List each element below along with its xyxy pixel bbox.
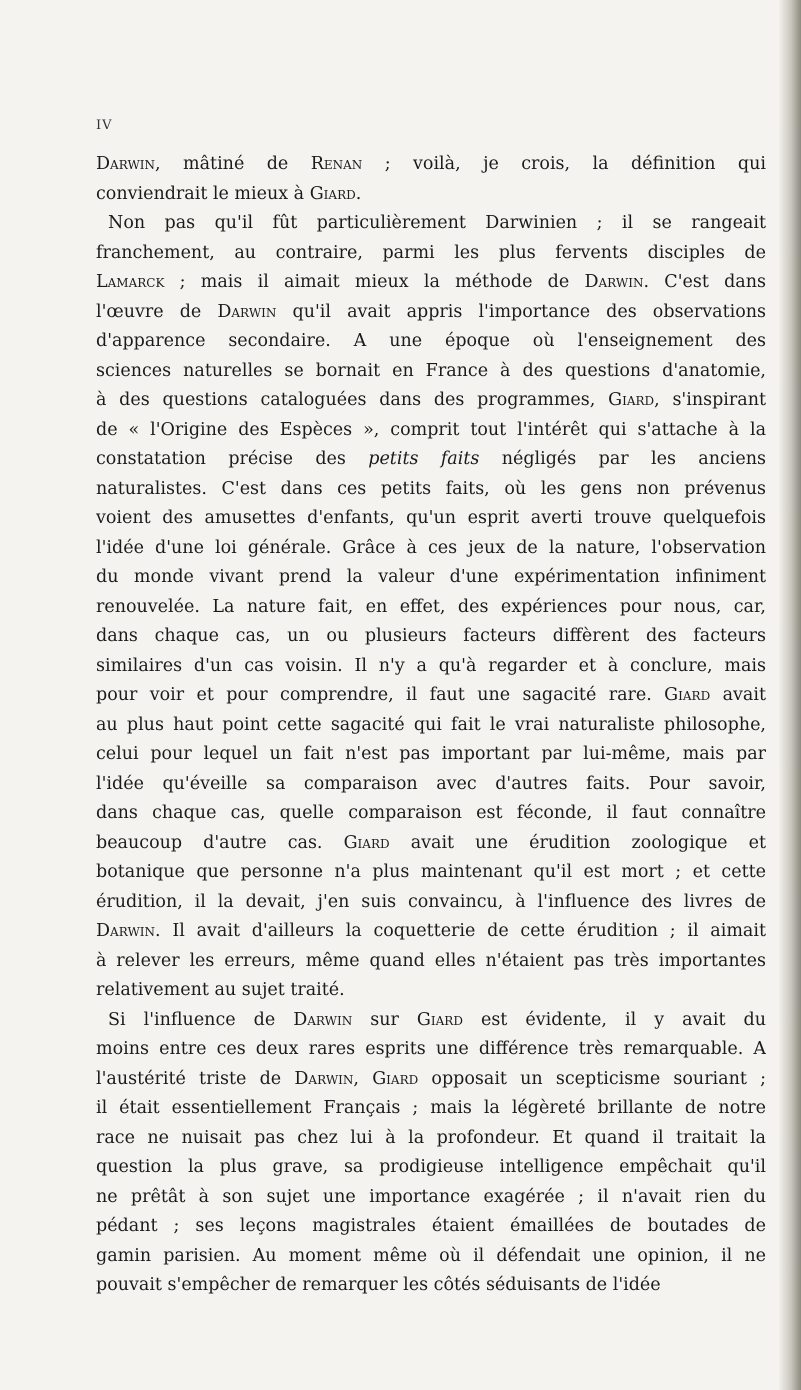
proper-name: Darwin [96,154,156,174]
text-run: de « l'Origine des Espèces », comprit tout l'intérêt qui s'attache à la [96,419,766,440]
text-run: , mâtiné de [155,154,311,174]
text-run: question la plus grave, sa prodigieuse intelligence empêchait qu'il [96,1157,766,1177]
text-run: du monde vivant prend la valeur d'une expérimentation infiniment [96,567,766,587]
text-line [96,534,766,564]
text-line [96,563,766,593]
text-run: , s'inspirant [654,390,766,410]
text-run: beaucoup d'autre cas. [96,832,344,853]
text-run: botanique que personne n'a plus maintenant qu'il est mort ; et cette [96,862,766,882]
text-line [96,947,766,977]
page-edge-shadow [779,0,801,1390]
text-run: gamin parisien. Au moment même où il défendait une opinion, il ne [96,1245,766,1266]
text-line [96,1006,766,1036]
text-run: ; voilà, je crois, la définition qui [362,154,766,174]
text-line [96,799,766,829]
text-run: à des questions cataloguées dans des programmes, [96,390,609,410]
text-run: pouvait s'empêcher de remarquer les côtés séduisants de l'idée [96,1275,661,1295]
proper-name: Lamarck [96,272,165,292]
text-line [96,1153,766,1183]
text-run: relativement au sujet traité. [96,980,345,1000]
text-run: moins entre ces deux rares esprits une différence très remarquable. A [96,1039,766,1059]
text-run: au plus haut point cette sagacité qui fait le vrai naturaliste philosophe, [96,714,766,735]
text-run: d'apparence secondaire. A une époque où l'enseignement des [96,331,766,351]
text-run: voient des amusettes d'enfants, qu'un esprit averti trouve quelquefois [96,508,766,528]
text-run: ; mais il aimait mieux la méthode de [164,272,585,292]
text-run: opposait un scepticisme souriant ; [418,1068,766,1089]
proper-name: Giard [664,685,711,705]
text-run: . [355,183,362,204]
text-line [96,1242,766,1272]
text-run: , [353,1068,373,1089]
text-line [96,1212,766,1242]
proper-name: Darwin [293,1009,353,1030]
text-line [96,888,766,918]
text-run: à relever les erreurs, même quand elles n'étaient pas très importantes [96,950,766,971]
proper-name: Darwin [96,921,156,941]
text-run: conviendrait le mieux à [96,183,310,204]
text-run: est évidente, il y avait du [462,1009,766,1030]
text-run: qu'il avait appris l'importance des observations [276,301,766,322]
text-run: . Il avait d'ailleurs la coquetterie de cette érudition ; il aimait [155,921,766,941]
text-line [96,976,766,1006]
text-run: dans chaque cas, un ou plusieurs facteurs diffèrent des facteurs [96,626,766,646]
text-line [96,1094,766,1124]
text-line [96,711,766,741]
body-text [96,150,766,1301]
emphasis: petits faits [368,449,480,469]
text-line [96,475,766,505]
text-line [96,268,766,298]
text-line [96,858,766,888]
proper-name: Darwin [294,1068,354,1089]
text-run: franchement, au contraire, parmi les plus fervents disciples de [96,242,766,263]
proper-name: Darwin [584,272,644,292]
text-run: Non pas qu'il fût particulièrement Darwinien ; il se rangeait [108,213,766,233]
text-run: race ne nuisait pas chez lui à la profondeur. Et quand il traitait la [96,1127,766,1148]
text-run: l'idée qu'éveille sa comparaison avec d'autres faits. Pour savoir, [96,773,766,794]
text-line [96,829,766,859]
page-number: IV [96,118,113,133]
text-line [96,1065,766,1095]
text-run: similaires d'un cas voisin. Il n'y a qu'à regarder et à conclure, mais [96,655,766,676]
text-line [96,740,766,770]
text-run: celui pour lequel un fait n'est pas important par lui-même, mais par [96,744,766,764]
text-line [96,622,766,652]
text-run: dans chaque cas, quelle comparaison est féconde, il faut connaître [96,803,766,823]
text-line [96,386,766,416]
proper-name: Giard [343,832,390,853]
text-run: . C'est dans [643,272,766,292]
text-line [96,239,766,269]
text-line [96,298,766,328]
text-run: pédant ; ses leçons magistrales étaient émaillées de boutades de [96,1216,766,1236]
proper-name: Giard [372,1068,419,1089]
proper-name: Giard [309,183,356,204]
text-run: ne prêtât à son sujet une importance exagérée ; il n'avait rien du [96,1186,766,1207]
text-line [96,593,766,623]
proper-name: Giard [608,390,655,410]
proper-name: Darwin [217,301,277,322]
text-run: avait une érudition zoologique et [389,832,766,853]
text-run: sciences naturelles se bornait en France à des questions d'anatomie, [96,360,766,381]
text-line [96,416,766,446]
text-run: l'idée d'une loi générale. Grâce à ces jeux de la nature, l'observation [96,537,766,558]
text-run: Si l'influence de [108,1009,294,1030]
proper-name: Giard [416,1009,463,1030]
text-line [96,357,766,387]
text-run: érudition, il la devait, j'en suis convaincu, à l'influence des livres de [96,891,766,912]
proper-name: Renan [310,154,363,174]
text-line [96,1035,766,1065]
text-line [96,1271,766,1301]
text-run: il était essentiellement Français ; mais la légèreté brillante de notre [96,1098,766,1118]
text-run: constatation précise des [96,449,369,469]
text-run: renouvelée. La nature fait, en effet, des expériences pour nous, car, [96,596,766,617]
text-line [96,150,766,180]
text-run: pour voir et pour comprendre, il faut une sagacité rare. [96,685,665,705]
text-line [96,327,766,357]
text-run: négligés par les anciens [479,449,766,469]
text-run: naturalistes. C'est dans ces petits faits, où les gens non prévenus [96,478,766,499]
text-line [96,209,766,239]
text-run: avait [710,685,766,705]
text-line [96,652,766,682]
text-line [96,504,766,534]
text-line [96,1183,766,1213]
text-line [96,770,766,800]
text-line [96,681,766,711]
text-line [96,180,766,210]
text-line [96,445,766,475]
text-run: sur [352,1009,417,1030]
text-line [96,917,766,947]
text-run: l'œuvre de [96,301,218,322]
text-run: l'austérité triste de [96,1068,295,1089]
text-line [96,1124,766,1154]
